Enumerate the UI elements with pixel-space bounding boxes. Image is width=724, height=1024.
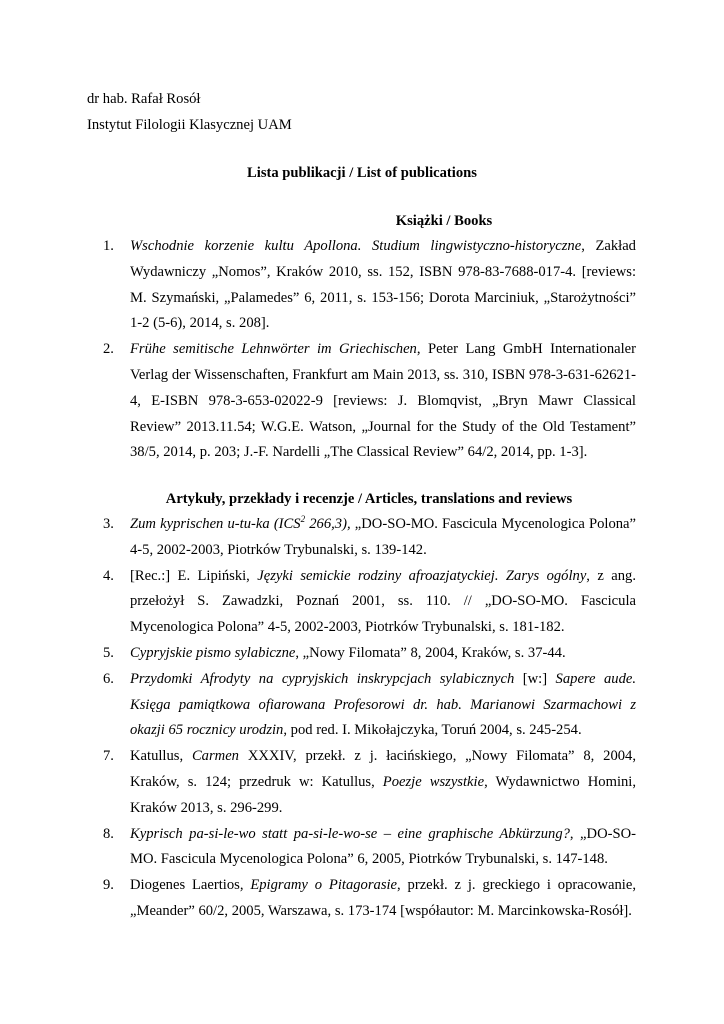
item-book-title: Poezje wszystkie	[382, 773, 485, 790]
item-title: Przydomki Afrodyty na cypryjskich inskrypcjach sylabicznych	[130, 670, 515, 687]
item-details: , Zakład Wydawniczy „Nomos”, Kraków 2010, ss. 152, ISBN 978-83-7688-017-4. [reviews: M. Szymański, „Palamedes” 6, 2011, s. 153-156; Dorota Marciniuk, „Starożytności” 1-2 (5-6), 2014, s. 208].	[130, 238, 636, 332]
list-item	[0, 641, 636, 667]
books-heading: Książki / Books	[395, 213, 493, 229]
item-number: 4.	[103, 567, 114, 584]
item-text	[130, 641, 636, 667]
item-details: , przekł. z j. greckiego i opracowanie, „Meander” 60/2, 2005, Warszawa, s. 173-174 [współautor: M. Marcinkowska-Rosół].	[130, 877, 636, 919]
item-title: , Epigramy o Pitagorasie	[239, 877, 398, 894]
item-number: 8.	[103, 825, 114, 842]
item-title: Języki semickie rodziny afroazjatyckiej. Zarys ogólny	[257, 567, 587, 584]
item-text	[130, 234, 636, 337]
list-item	[0, 873, 636, 925]
item-text	[130, 564, 636, 641]
item-connector: [w:]	[514, 670, 556, 687]
item-details: , pod red. I. Mikołajczyka, Toruń 2004, s. 245-254.	[283, 722, 582, 739]
item-text	[130, 337, 636, 466]
institute-name: Instytut Filologii Klasycznej UAM	[87, 117, 292, 133]
list-item	[0, 512, 636, 564]
list-item	[0, 564, 636, 641]
item-prefix: [Rec.:] E. Lipiński,	[130, 567, 258, 584]
item-text	[130, 667, 636, 744]
item-number: 2.	[103, 341, 114, 358]
item-title: Wschodnie korzenie kultu Apollona. Studium lingwistyczno-historyczne	[130, 238, 582, 254]
item-title-part: Zum kyprischen u-tu-ka (ICS	[130, 516, 301, 532]
item-details: , Peter Lang GmbH Internationaler Verlag der Wissenschaften, Frankfurt am Main 2013, ss. 310, ISBN 978-3-631-62621-4, E-ISBN 978-3-653-02022-9 [reviews: J. Blomqvist, „Bryn Mawr Classical Review” 2013.11.54; W.G.E. Watson, „Journal for the Study of the Old Testament” 38/5, 2014, p. 203; J.-F. Nardelli „The Classical Review” 64/2, 2014, pp. 1-3].	[130, 341, 636, 461]
item-details: „DO-SO-MO. Fascicula Mycenologica Polona” 4-5, 2002-2003, Piotrków Trybunalski, s. 139-142.	[130, 516, 636, 558]
item-prefix: Diogenes Laertios	[130, 877, 240, 894]
item-text	[130, 512, 636, 564]
item-number: 7.	[103, 748, 114, 765]
item-title: Cypryjskie pismo sylabiczne	[130, 644, 296, 661]
author-name: dr hab. Rafał Rosół	[87, 91, 201, 107]
item-details: , z ang. przełożył S. Zawadzki, Poznań 2001, ss. 110. // „DO-SO-MO. Fascicula Mycenologica Polona” 4-5, 2002-2003, Piotrków Trybunalski, s. 181-182.	[130, 567, 636, 636]
item-connector: XXXIV, przekł. z j. łacińskiego, „Nowy Filomata” 8, 2004, Kraków, s. 124; przedruk w: Katullus,	[130, 748, 636, 790]
item-prefix: Katullus,	[130, 748, 192, 765]
item-title-part: 266,3),	[305, 516, 351, 532]
item-number: 6.	[103, 670, 114, 687]
item-title: Carmen	[191, 748, 239, 765]
articles-heading: Artykuły, przekłady i recenzje / Articles, translations and reviews	[165, 491, 573, 507]
list-item	[0, 337, 636, 466]
books-list	[0, 234, 636, 466]
item-title: Kyprisch pa-si-le-wo statt pa-si-le-wo-se – eine graphische Abkürzung?	[130, 825, 570, 842]
item-number: 1.	[103, 238, 114, 254]
item-text	[130, 873, 636, 925]
item-title	[130, 516, 351, 532]
item-title: Frühe semitische Lehnwörter im Griechischen	[130, 341, 417, 358]
list-item	[0, 822, 636, 874]
item-text	[130, 822, 636, 874]
articles-list	[0, 512, 636, 925]
item-title-superscript: 2	[300, 514, 306, 525]
item-number: 9.	[103, 877, 114, 894]
item-number: 5.	[103, 644, 114, 661]
item-number: 3.	[103, 516, 114, 532]
item-details: , „DO-SO-MO. Fascicula Mycenologica Polona” 6, 2005, Piotrków Trybunalski, s. 147-148.	[130, 825, 636, 868]
item-details: , Wydawnictwo Homini, Kraków 2013, s. 296-299.	[130, 773, 636, 816]
item-book-title: Sapere aude. Księga pamiątkowa ofiarowana Profesorowi dr. hab. Marianowi Szarmachowi z okazji 65 rocznicy urodzin	[130, 670, 636, 739]
list-item	[0, 234, 636, 337]
document-title: Lista publikacji / List of publications	[247, 165, 477, 181]
list-item	[0, 667, 636, 744]
list-item	[0, 744, 636, 821]
item-details: , „Nowy Filomata” 8, 2004, Kraków, s. 37-44.	[295, 644, 566, 661]
item-text	[130, 744, 636, 821]
